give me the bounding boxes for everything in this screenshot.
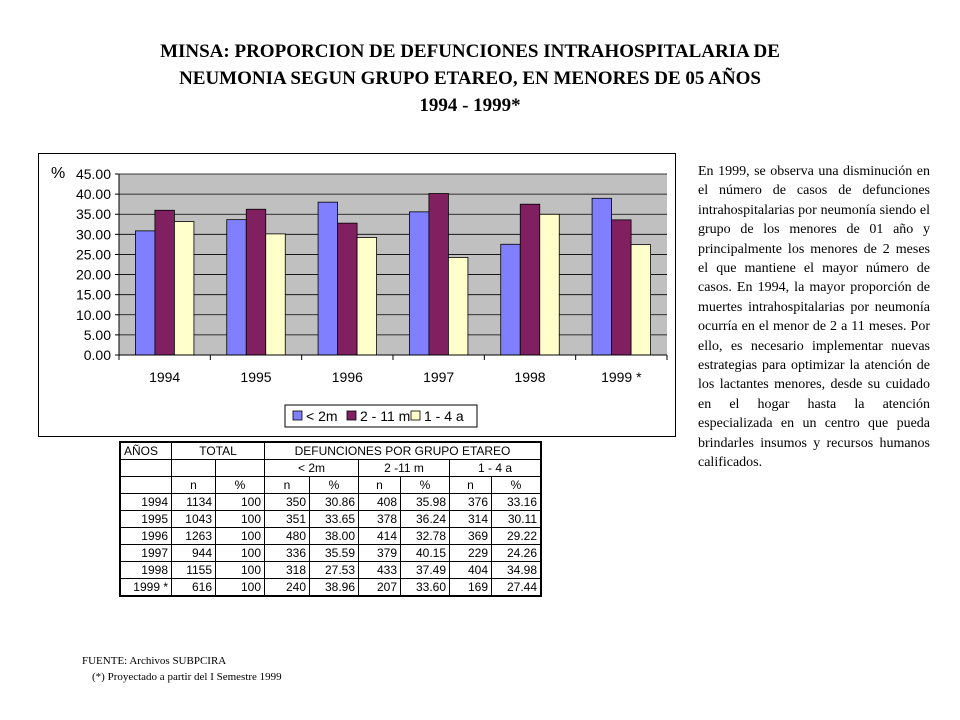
col-pct: % [401, 477, 450, 494]
legend-swatch [411, 411, 420, 420]
table-cell: 1995 [120, 511, 172, 528]
table-cell: 207 [359, 579, 401, 597]
source-notes [82, 653, 282, 685]
table-cell: 314 [450, 511, 492, 528]
source-line: FUENTE: Archivos SUBPCIRA [82, 655, 227, 667]
y-tick-label: 15.00 [75, 286, 111, 303]
legend-label: 1 - 4 a [424, 408, 464, 424]
table-cell: 35.98 [401, 494, 450, 511]
group-header-lt2m: < 2m [265, 460, 359, 477]
table-cell: 1999 * [120, 579, 172, 597]
table-row [120, 528, 541, 545]
table-cell: 616 [172, 579, 216, 597]
bar [227, 220, 247, 355]
bar [409, 212, 429, 355]
analysis-paragraph: En 1999, se observa una disminución en el número de casos de defunciones intrahospitalarias por neumonía siendo el grupo de los menores de 01 año y principalmente los menores de 2 meses el que mantiene el mayor número de casos. En 1994, la mayor proporción de muertes intrahospitalarias por neumonía ocurría en el menor de 2 a 11 meses. Por ello, es necesario implementar nuevas estrategias para optimizar la atención de los lactantes menores, desde su cuidado en el hogar hasta la atención especializada en un centro que pueda brindarles insumos y recursos humanos calificados. [698, 164, 930, 471]
bar [448, 257, 468, 355]
col-n: n [359, 477, 401, 494]
chart-container [38, 153, 676, 437]
table-cell: 100 [216, 528, 265, 545]
bar [540, 214, 560, 355]
empty-cell [172, 460, 216, 477]
table-cell: 378 [359, 511, 401, 528]
col-pct: % [310, 477, 359, 494]
table-cell: 27.53 [310, 562, 359, 579]
table-cell: 240 [265, 579, 310, 597]
col-pct: % [492, 477, 542, 494]
x-tick-label: 1997 [423, 369, 455, 385]
title-line-2: NEUMONIA SEGUN GRUPO ETAREO, EN MENORES DE 05 AÑOS [179, 68, 761, 89]
table-cell: 1155 [172, 562, 216, 579]
table-cell: 100 [216, 562, 265, 579]
x-tick-label: 1999 * [601, 369, 642, 385]
title-line-3: 1994 - 1999* [419, 95, 521, 116]
table-cell: 33.16 [492, 494, 542, 511]
bar [592, 198, 612, 355]
table-cell: 1996 [120, 528, 172, 545]
table-cell: 24.26 [492, 545, 542, 562]
table-cell: 376 [450, 494, 492, 511]
table-row [120, 579, 541, 597]
x-tick-label: 1996 [331, 369, 363, 385]
y-axis-label: % [51, 165, 66, 182]
footnote-line: (*) Proyectado a partir del I Semestre 1999 [92, 671, 282, 683]
bar [246, 209, 266, 355]
col-n: n [265, 477, 310, 494]
table-cell: 404 [450, 562, 492, 579]
table-cell: 1134 [172, 494, 216, 511]
header-years: AÑOS [120, 442, 172, 460]
table-cell: 414 [359, 528, 401, 545]
table-row [120, 494, 541, 511]
table-cell: 100 [216, 545, 265, 562]
header-total: TOTAL [172, 442, 265, 460]
table-row [120, 545, 541, 562]
table-cell: 100 [216, 579, 265, 597]
group-header-2-11m: 2 -11 m [359, 460, 450, 477]
x-tick-label: 1994 [149, 369, 181, 385]
table-cell: 169 [450, 579, 492, 597]
table-cell: 38.96 [310, 579, 359, 597]
y-tick-label: 10.00 [75, 306, 111, 323]
y-tick-label: 40.00 [75, 186, 111, 203]
table-cell: 433 [359, 562, 401, 579]
bar [318, 202, 338, 355]
empty-cell [120, 460, 172, 477]
y-tick-label: 30.00 [75, 226, 111, 243]
table-cell: 30.11 [492, 511, 542, 528]
x-tick-label: 1998 [514, 369, 546, 385]
table-cell: 29.22 [492, 528, 542, 545]
col-n: n [172, 477, 216, 494]
table-cell: 1998 [120, 562, 172, 579]
y-tick-label: 25.00 [75, 246, 111, 263]
y-tick-label: 35.00 [75, 206, 111, 223]
table-cell: 100 [216, 494, 265, 511]
table-cell: 1997 [120, 545, 172, 562]
table-cell: 351 [265, 511, 310, 528]
empty-cell [120, 477, 172, 494]
table-cell: 379 [359, 545, 401, 562]
plot-area [119, 174, 667, 355]
group-header-1-4a: 1 - 4 a [450, 460, 542, 477]
table-cell: 27.44 [492, 579, 542, 597]
table-cell: 318 [265, 562, 310, 579]
bar [174, 222, 194, 355]
table-cell: 38.00 [310, 528, 359, 545]
bar [357, 237, 377, 355]
table-cell: 34.98 [492, 562, 542, 579]
table-cell: 480 [265, 528, 310, 545]
table-body [120, 494, 541, 597]
col-pct: % [216, 477, 265, 494]
header-deaths-by-age: DEFUNCIONES POR GRUPO ETAREO [265, 442, 542, 460]
table-cell: 369 [450, 528, 492, 545]
legend-label: < 2m [306, 408, 338, 424]
bar [429, 194, 449, 355]
table-cell: 1043 [172, 511, 216, 528]
y-tick-label: 45.00 [75, 166, 111, 182]
table-cell: 408 [359, 494, 401, 511]
table-cell: 229 [450, 545, 492, 562]
chart-title [60, 38, 880, 119]
table-cell: 35.59 [310, 545, 359, 562]
bar [612, 220, 632, 355]
y-tick-label: 0.00 [83, 347, 111, 363]
table-row [120, 511, 541, 528]
bar-chart [39, 154, 675, 436]
table-cell: 32.78 [401, 528, 450, 545]
col-n: n [450, 477, 492, 494]
table-cell: 36.24 [401, 511, 450, 528]
bar [501, 244, 521, 355]
empty-cell [216, 460, 265, 477]
table-cell: 33.60 [401, 579, 450, 597]
y-tick-label: 20.00 [75, 266, 111, 283]
table-cell: 944 [172, 545, 216, 562]
table-cell: 1994 [120, 494, 172, 511]
bar [155, 210, 175, 355]
bar [338, 223, 358, 355]
bar [520, 204, 540, 355]
bar [135, 231, 155, 355]
x-tick-label: 1995 [240, 369, 272, 385]
table-cell: 1263 [172, 528, 216, 545]
title-line-1: MINSA: PROPORCION DE DEFUNCIONES INTRAHOSPITALARIA DE [160, 41, 780, 62]
data-table [119, 441, 542, 597]
table-cell: 100 [216, 511, 265, 528]
y-tick-label: 5.00 [83, 326, 111, 343]
table-cell: 30.86 [310, 494, 359, 511]
table-row [120, 562, 541, 579]
table-cell: 33.65 [310, 511, 359, 528]
bar [631, 245, 651, 355]
legend-swatch [347, 411, 356, 420]
table-cell: 336 [265, 545, 310, 562]
legend-label: 2 - 11 m [360, 408, 411, 424]
table-cell: 40.15 [401, 545, 450, 562]
table-cell: 350 [265, 494, 310, 511]
legend-swatch [293, 411, 302, 420]
bar [266, 234, 286, 355]
table-cell: 37.49 [401, 562, 450, 579]
